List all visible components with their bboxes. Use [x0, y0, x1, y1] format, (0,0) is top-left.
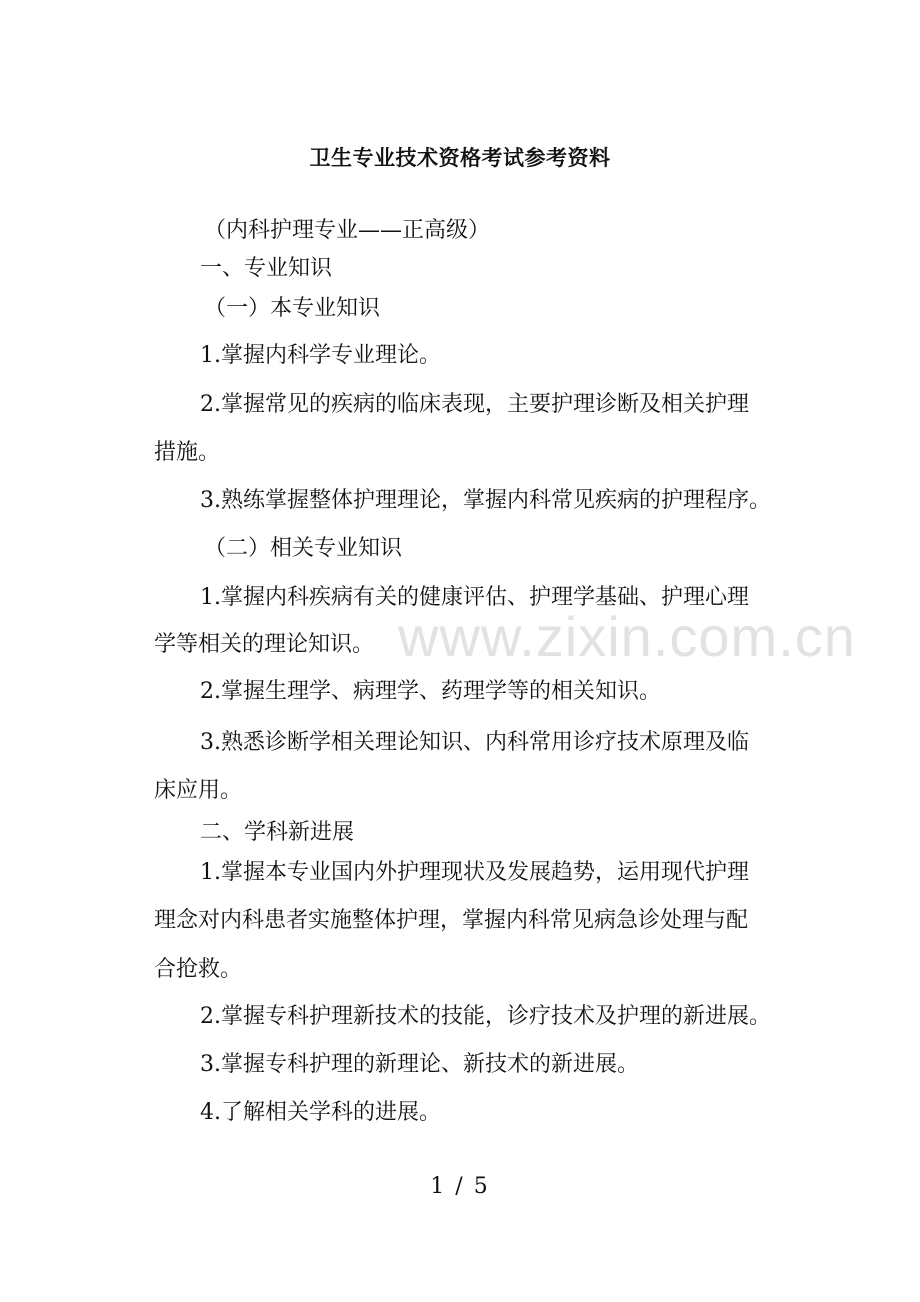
paragraph-line: 学等相关的理论知识。: [154, 632, 375, 657]
paragraph-line: 4.了解相关学科的进展。: [200, 1100, 441, 1125]
paragraph-line: 理念对内科患者实施整体护理，掌握内科常见病急诊处理与配: [154, 908, 749, 933]
paragraph-line: 3.掌握专科护理的新理论、新技术的新进展。: [200, 1052, 639, 1077]
paragraph-line: 2.掌握专科护理新技术的技能，诊疗技术及护理的新进展。: [200, 1004, 771, 1029]
paragraph-line: 2.掌握常见的疾病的临床表现，主要护理诊断及相关护理: [200, 392, 749, 417]
paragraph-line: 3.熟悉诊断学相关理论知识、内科常用诊疗技术原理及临: [200, 730, 749, 755]
subsection-heading: （一）本专业知识: [204, 296, 381, 321]
paragraph-line: 1.掌握内科疾病有关的健康评估、护理学基础、护理心理: [200, 585, 749, 610]
paragraph-line: 措施。: [154, 440, 221, 465]
subsection-heading: （二）相关专业知识: [204, 536, 403, 561]
section-heading: 二、学科新进展: [200, 820, 355, 845]
page-number: 1 / 5: [430, 1174, 490, 1199]
paragraph-line: 合抢救。: [154, 957, 243, 982]
watermark-text: www.zixin.com.cn: [398, 605, 856, 668]
paragraph-line: 2.掌握生理学、病理学、药理学等的相关知识。: [200, 679, 661, 704]
paragraph-line: 3.熟练掌握整体护理理论，掌握内科常见疾病的护理程序。: [200, 488, 771, 513]
paragraph-line: 1.掌握本专业国内外护理现状及发展趋势，运用现代护理: [200, 860, 749, 885]
document-title: 卫生专业技术资格考试参考资料: [309, 145, 611, 170]
paragraph-line: 1.掌握内科学专业理论。: [200, 343, 441, 368]
document-subtitle: （内科护理专业——正高级）: [204, 218, 491, 243]
section-heading: 一、专业知识: [200, 256, 333, 281]
paragraph-line: 床应用。: [154, 778, 243, 803]
